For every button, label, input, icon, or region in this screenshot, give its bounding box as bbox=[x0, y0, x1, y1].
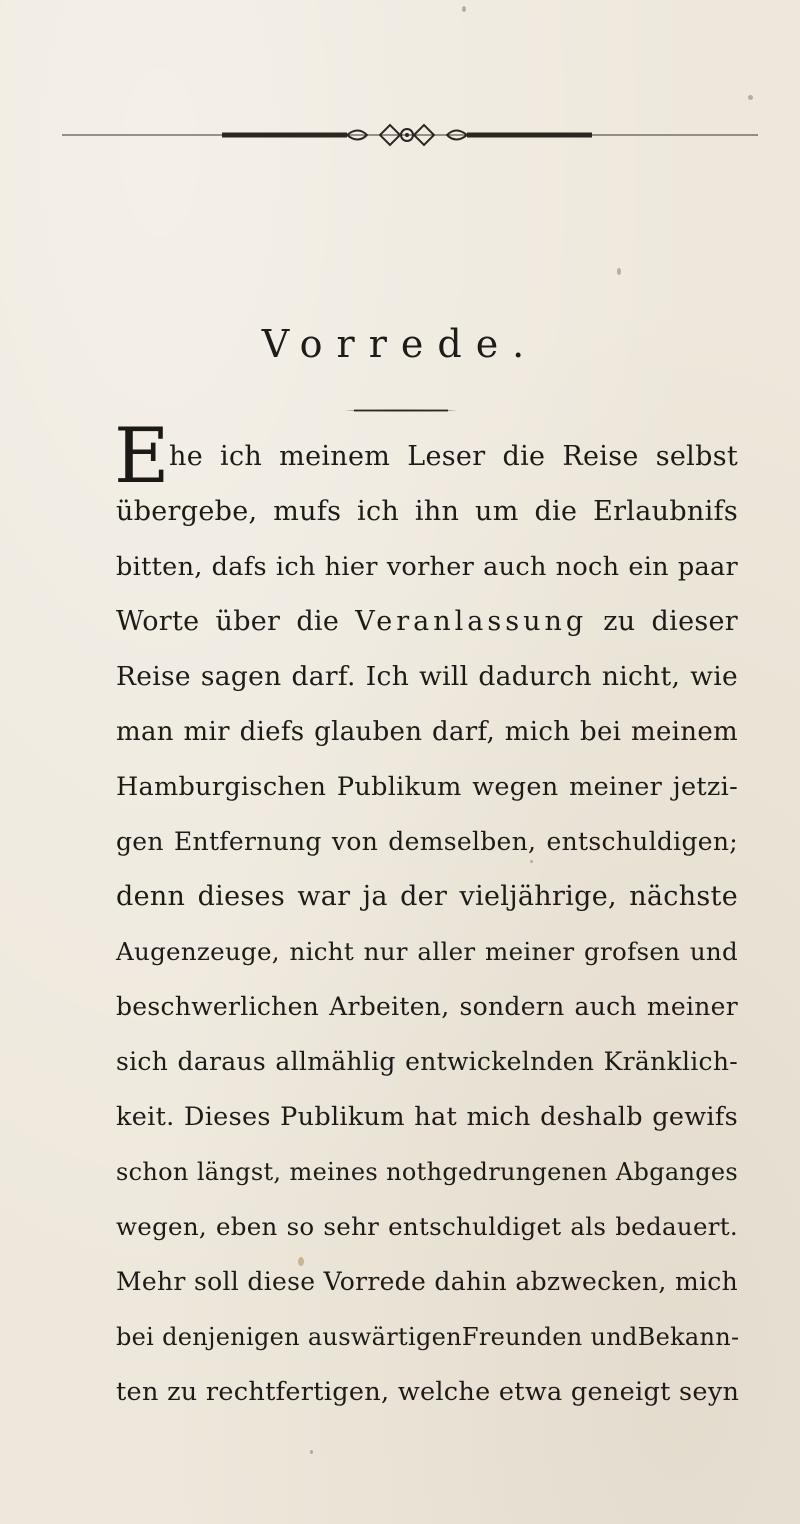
paper-speck bbox=[462, 6, 466, 12]
text-line: keit. Dieses Publikum hat mich deshalb gewifs bbox=[116, 1102, 738, 1132]
text-line: ten zu rechtfertigen, welche etwa geneigt seyn bbox=[116, 1377, 740, 1407]
text-segment: zu dieser bbox=[587, 606, 738, 637]
text-segment: Worte über die bbox=[116, 606, 356, 637]
text-line: bitten, dafs ich hier vorher auch noch ein paar bbox=[116, 552, 738, 582]
text-line: übergebe, mufs ich ihn um die Erlaubnifs bbox=[116, 496, 738, 527]
paper-speck bbox=[530, 860, 533, 863]
page-title: Vorrede. bbox=[261, 322, 539, 366]
text-line: schon längst, meines nothgedrungenen Abganges bbox=[116, 1158, 738, 1186]
text-line: wegen, eben so sehr entschuldiget als bedauert. bbox=[116, 1212, 738, 1241]
text-line: Mehr soll diese Vorrede dahin abzwecken, mich bbox=[116, 1267, 738, 1296]
paper-speck bbox=[298, 1257, 304, 1266]
drop-cap: E bbox=[114, 411, 170, 500]
text-line: he ich meinem Leser die Reise selbst bbox=[169, 441, 738, 472]
text-line: sich daraus allmählig entwickelnden Kränklich- bbox=[116, 1047, 738, 1076]
ornament-rule-icon bbox=[62, 120, 758, 150]
text-line: Hamburgischen Publikum wegen meiner jetzi- bbox=[116, 772, 738, 802]
paper-speck bbox=[748, 95, 753, 100]
text-line: bei denjenigen auswärtigenFreunden undBekann- bbox=[116, 1323, 740, 1351]
text-line: denn dieses war ja der vieljährige, nächste bbox=[116, 881, 738, 912]
text-line: Augenzeuge, nicht nur aller meiner grofsen und bbox=[116, 937, 738, 966]
text-line: man mir diefs glauben darf, mich bei meinem bbox=[116, 717, 738, 747]
paper-speck bbox=[310, 1450, 313, 1454]
text-line bbox=[116, 605, 738, 639]
text-line: Reise sagen darf. Ich will dadurch nicht, wie bbox=[116, 661, 738, 692]
text-line: beschwerlichen Arbeiten, sondern auch meiner bbox=[116, 992, 738, 1021]
paper-speck bbox=[617, 268, 621, 275]
title-underline bbox=[344, 409, 458, 412]
emphasized-word: Veranlassung bbox=[355, 606, 588, 637]
text-line: gen Entfernung von demselben, entschuldigen; bbox=[116, 827, 738, 856]
